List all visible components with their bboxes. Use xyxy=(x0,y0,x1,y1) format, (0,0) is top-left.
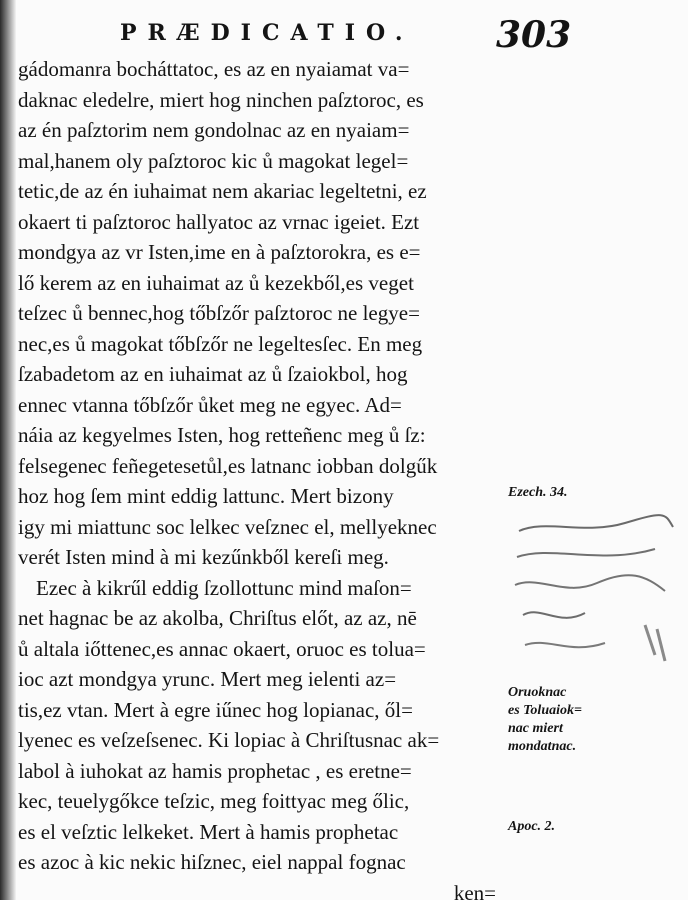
text-line: hoz hog ſem mint eddig lattunc. Mert bizony xyxy=(18,481,500,512)
text-line: igy mi miattunc soc lelkec veſznec el, mellyeknec xyxy=(18,512,500,543)
text-line: daknac eledelre, miert hog ninchen paſztoroc, es xyxy=(18,85,500,116)
text-line: okaert ti paſztoroc hallyatoc az vrnac igeiet. Ezt xyxy=(18,207,500,238)
text-line: ioc azt mondgya yrunc. Mert meg ielenti az= xyxy=(18,664,500,695)
text-line: tis,ez vtan. Mert à egre iűnec hog lopianac, ől= xyxy=(18,695,500,726)
margin-gloss-line: nac miert xyxy=(508,720,563,737)
page-gutter-shadow xyxy=(0,0,16,900)
margin-reference-ezech: Ezech. 34. xyxy=(508,484,568,501)
text-line: ſzabadetom az en iuhaimat az ů ſzaiokbol, hog xyxy=(18,359,500,390)
text-line: lyenec es veſzeſsenec. Ki lopiac à Chriſtusnac ak= xyxy=(18,725,500,756)
running-title: PRÆDICATIO. xyxy=(120,20,414,46)
text-line: nec,es ů magokat tőbſzőr ne legeltesſec. En meg xyxy=(18,329,500,360)
text-line: ů altala iőttenec,es annac okaert, oruoc es tolua= xyxy=(18,634,500,665)
text-line: az én paſztorim nem gondolnac az en nyaiam= xyxy=(18,115,500,146)
text-line: tetic,de az én iuhaimat nem akariac legeltetni, ez xyxy=(18,176,500,207)
margin-gloss-line: es Toluaiok= xyxy=(508,702,582,719)
text-line: es el veſztic lelkeket. Mert à hamis prophetac xyxy=(18,817,500,848)
text-line: net hagnac be az akolba, Chriſtus előt, az az, nē xyxy=(18,603,500,634)
text-line: es azoc à kic nekic hiſznec, eiel nappal fognac xyxy=(18,847,500,878)
main-text-block xyxy=(18,54,500,908)
text-line: gádomanra bocháttatoc, es az en nyaiamat va= xyxy=(18,54,500,85)
text-line: labol à iuhokat az hamis prophetac , es eretne= xyxy=(18,756,500,787)
text-line: felsegenec feñegetesetůl,es latnanc iobban dolgűk xyxy=(18,451,500,482)
text-line: teſzec ů bennec,hog tőbſzőr paſztoroc ne legye= xyxy=(18,298,500,329)
margin-reference-apoc: Apoc. 2. xyxy=(508,818,555,835)
text-line: náia az kegyelmes Isten, hog retteñenc meg ů ſz: xyxy=(18,420,500,451)
margin-gloss-line: Oruoknac xyxy=(508,684,566,701)
text-line: kec, teuelygőkce teſzic, meg foittyac meg őlic, xyxy=(18,786,500,817)
margin-gloss-line: mondatnac. xyxy=(508,738,576,755)
text-line: ennec vtanna tőbſzőr ůket meg ne egyec. Ad= xyxy=(18,390,500,421)
paragraph-start-line: Ezec à kikrűl eddig ſzollottunc mind maſon= xyxy=(18,573,500,604)
text-line: verét Isten mind à mi kezűnkből kereſi meg. xyxy=(18,542,500,573)
catchword: ken= xyxy=(18,878,500,908)
text-line: mal,hanem oly paſztoroc kic ů magokat legel= xyxy=(18,146,500,177)
folio-number: 303 xyxy=(496,14,571,56)
handwritten-annotation-scribble xyxy=(505,505,675,675)
text-line: mondgya az vr Isten,ime en à paſztorokra, es e= xyxy=(18,237,500,268)
text-line: lő kerem az en iuhaimat az ů kezekből,es veget xyxy=(18,268,500,299)
